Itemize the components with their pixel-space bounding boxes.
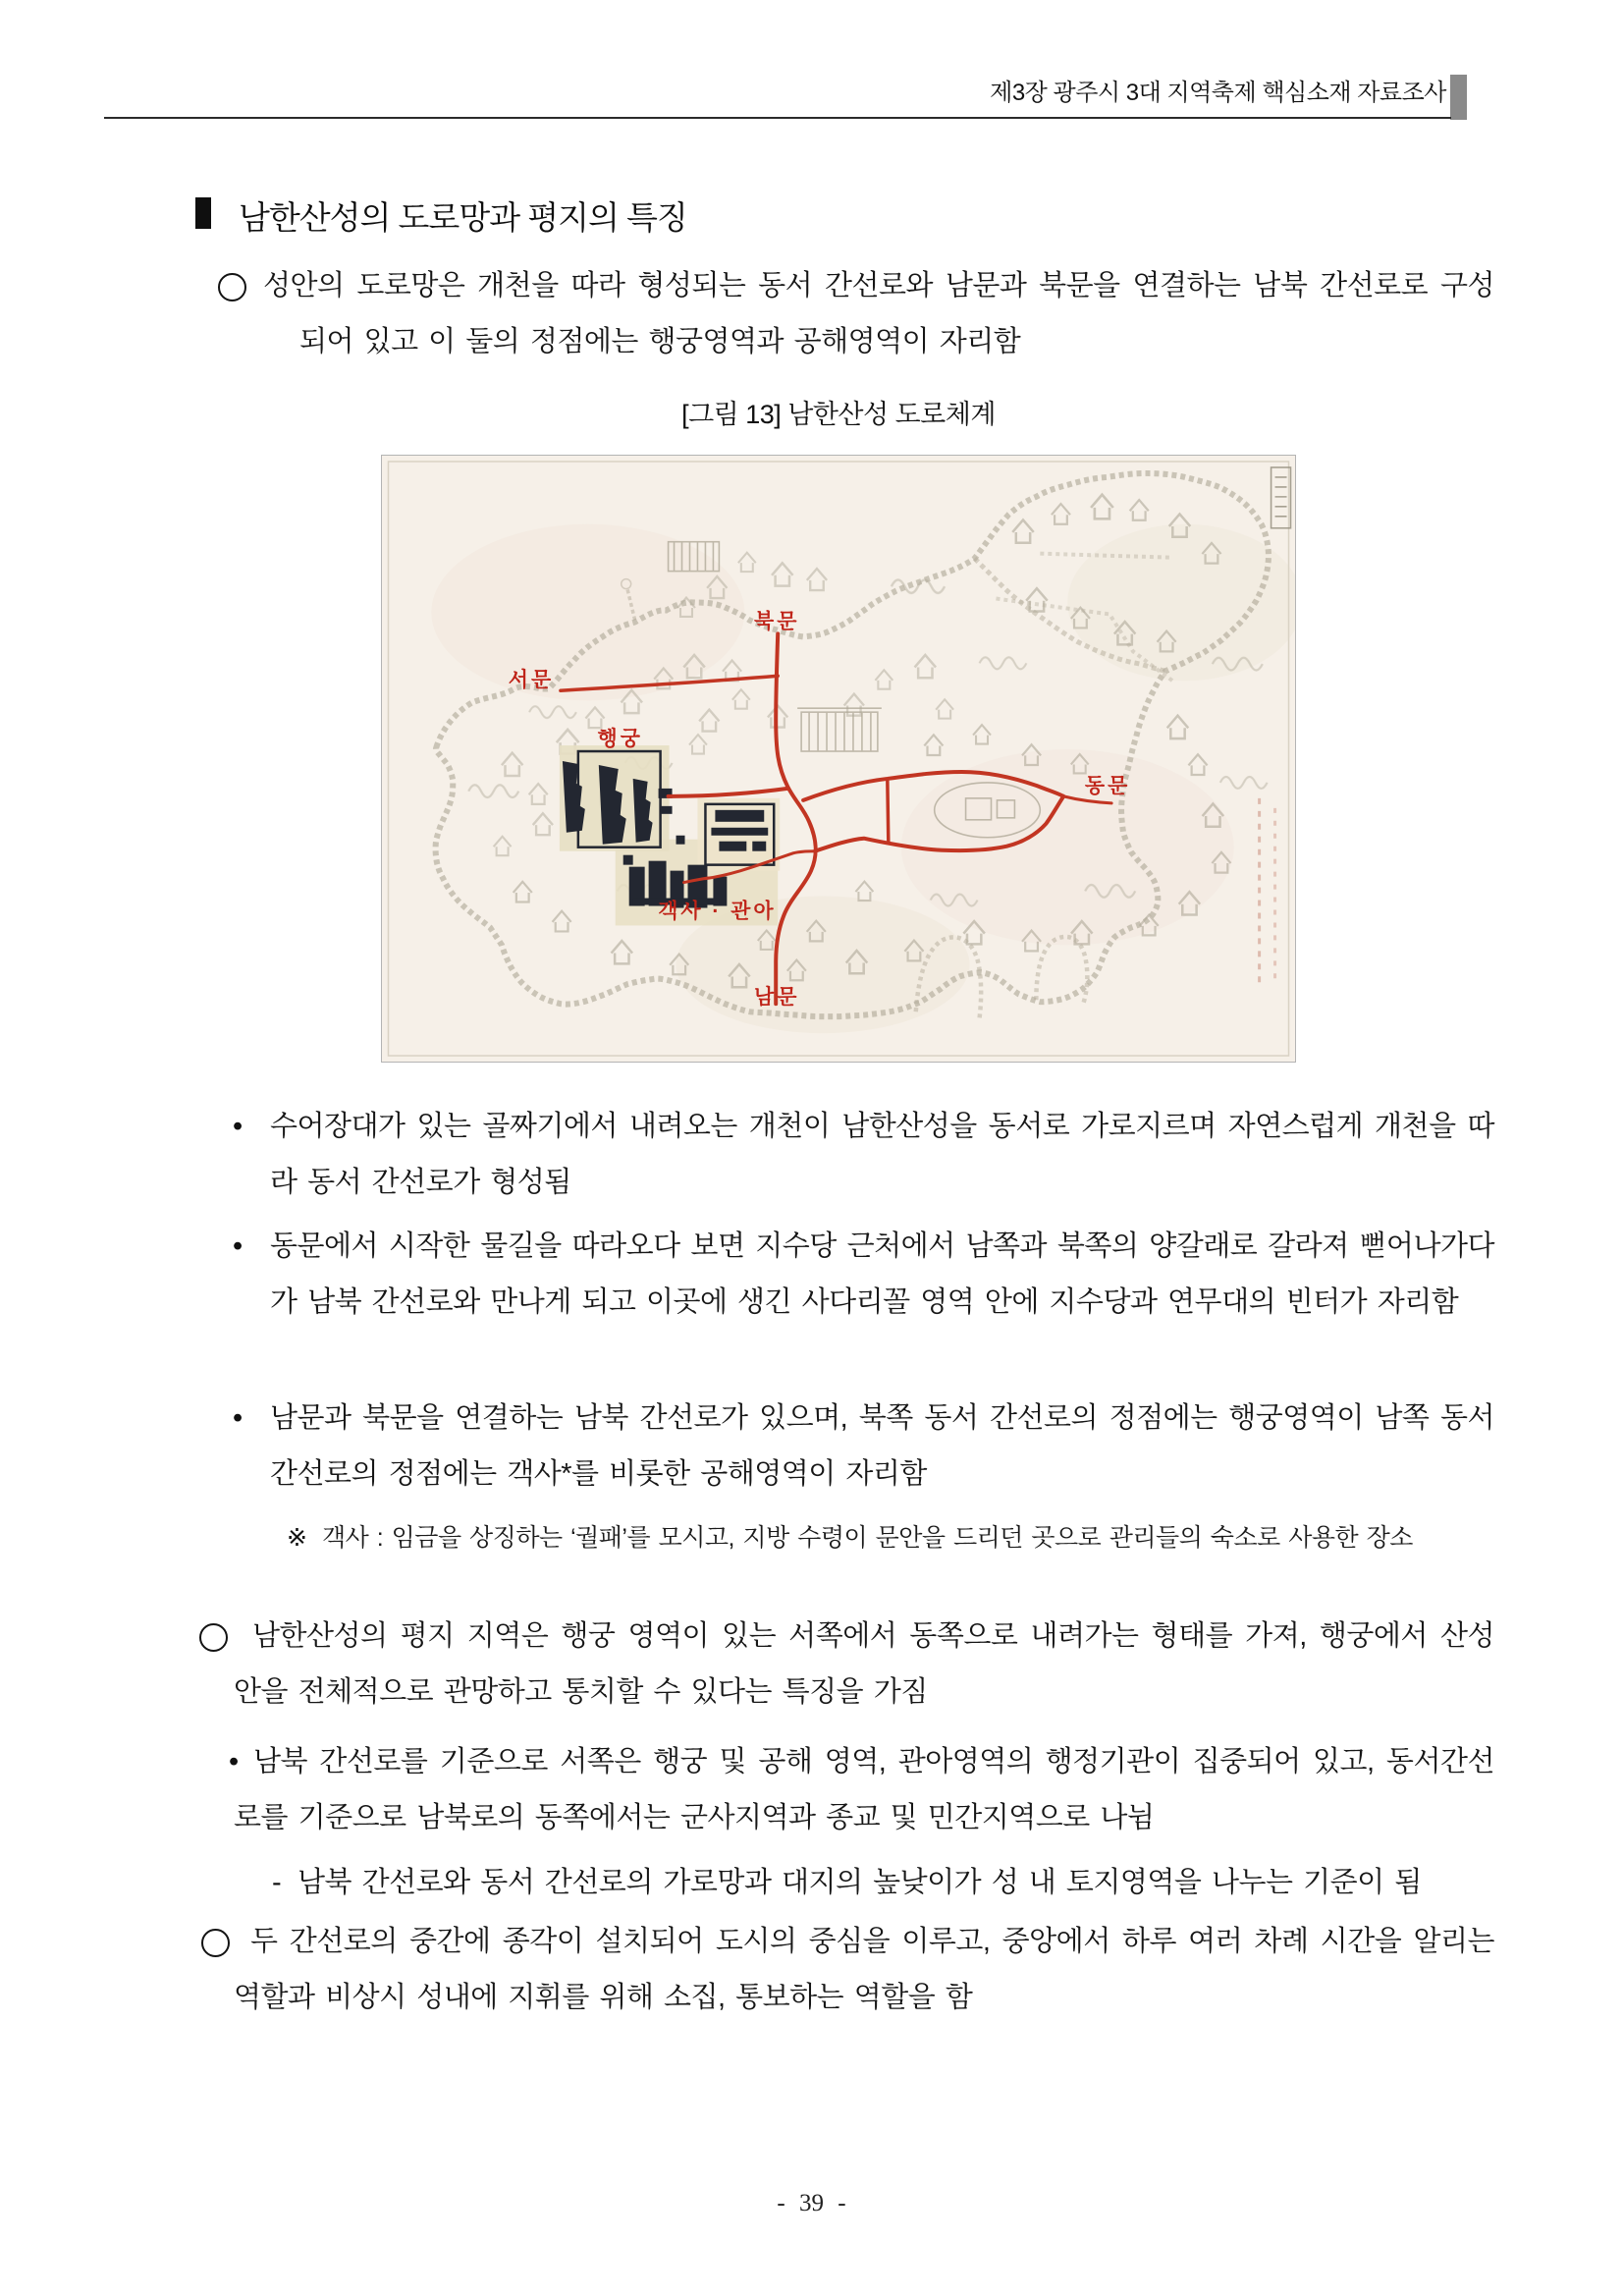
circle-bullet-intro [0, 258, 1623, 370]
map-label-offices: 객사 · 관아 [658, 900, 777, 923]
map-label-west-gate: 서문 [508, 669, 555, 692]
circle-marker [199, 1623, 228, 1652]
note-marker: ※ [287, 1524, 307, 1552]
section-marker-bar [195, 197, 211, 229]
paragraph: 두 간선로의 중간에 종각이 설치되어 도시의 중심을 이루고, 중앙에서 하루 여러 차례 시간을 알리는 역할과 비상시 성내에 지휘를 위해 소집, 통보하는 역할을 함 [234, 1926, 1494, 2013]
paragraph: 수어장대가 있는 골짜기에서 내려오는 개천이 남한산성을 동서로 가로지르며 자연스럽게 개천을 따라 동서 간선로가 형성됨 [270, 1111, 1494, 1198]
header-accent-block [1450, 75, 1467, 120]
figure-caption: [그림 13] 남한산성 도로체계 [681, 400, 996, 429]
dash-marker: - [272, 1867, 282, 1898]
map-label-east-gate: 동문 [1084, 774, 1131, 797]
figure-map [381, 455, 1296, 1063]
dot-marker: • [233, 1111, 243, 1142]
circle-bullet-3 [0, 1914, 1623, 2026]
page-number: - 39 - [777, 2190, 846, 2216]
section-title: 남한산성의 도로망과 평지의 특징 [239, 199, 687, 236]
paragraph: 동문에서 시작한 물길을 따라오다 보면 지수당 근처에서 남쪽과 북쪽의 양갈래로 갈라져 뻗어나가다가 남북 간선로와 만나게 되고 이곳에 생긴 사다리꼴 영역 안에 지수당과 연무대의 빈터가 자리함 [270, 1230, 1494, 1318]
paragraph: 성안의 도로망은 개천을 따라 형성되는 동서 간선로와 남문과 북문을 연결하는 남북 간선로로 구성되어 있고 이 둘의 정점에는 행궁영역과 공해영역이 자리함 [263, 270, 1494, 357]
paragraph: 남한산성의 평지 지역은 행궁 영역이 있는 서쪽에서 동쪽으로 내려가는 형태를 가져, 행궁에서 산성 안을 전체적으로 관망하고 통치할 수 있다는 특징을 가짐 [234, 1620, 1494, 1708]
circle-marker [201, 1929, 230, 1957]
map-label-south-gate: 남문 [754, 986, 800, 1010]
paragraph: 남북 간선로를 기준으로 서쪽은 행궁 및 공해 영역, 관아영역의 행정기관이 집중되어 있고, 동서간선로를 기준으로 남북로의 동쪽에서는 군사지역과 종교 및 민간지역으로 나뉨 [234, 1746, 1494, 1833]
dash-bullet [0, 1855, 1623, 1911]
map-label-palace: 행궁 [597, 728, 643, 751]
namhansanseong-map [382, 456, 1295, 1062]
circle-bullet-2 [0, 1609, 1623, 1721]
note-text: 객사 : 임금을 상징하는 ‘궐패’를 모시고, 지방 수령이 문안을 드리던 곳으로 관리들의 숙소로 사용한 장소 [322, 1524, 1413, 1552]
dot-bullet-3 [0, 1391, 1623, 1503]
dot-bullet-2 [0, 1219, 1623, 1331]
trapezoid-divider [888, 781, 889, 844]
dot-marker: • [233, 1402, 243, 1434]
circle-marker [218, 273, 246, 301]
map-label-north-gate: 북문 [754, 610, 800, 633]
dot-marker: • [233, 1230, 243, 1262]
section-heading [0, 192, 1623, 236]
paragraph: 남북 간선로와 동서 간선로의 가로망과 대지의 높낮이가 성 내 토지영역을 나누는 기준이 됨 [298, 1867, 1422, 1898]
dot-marker: • [229, 1746, 240, 1777]
reference-note [0, 1516, 1623, 1559]
dot-bullet-4 [0, 1734, 1623, 1846]
paragraph: 남문과 북문을 연결하는 남북 간선로가 있으며, 북쪽 동서 간선로의 정점에는 행궁영역이 남쪽 동서 간선로의 정점에는 객사*를 비롯한 공해영역이 자리함 [270, 1402, 1494, 1490]
dot-bullet-1 [0, 1099, 1623, 1211]
header-rule [104, 117, 1451, 119]
running-head: 제3장 광주시 3대 지역축제 핵심소재 자료조사 [990, 80, 1446, 106]
